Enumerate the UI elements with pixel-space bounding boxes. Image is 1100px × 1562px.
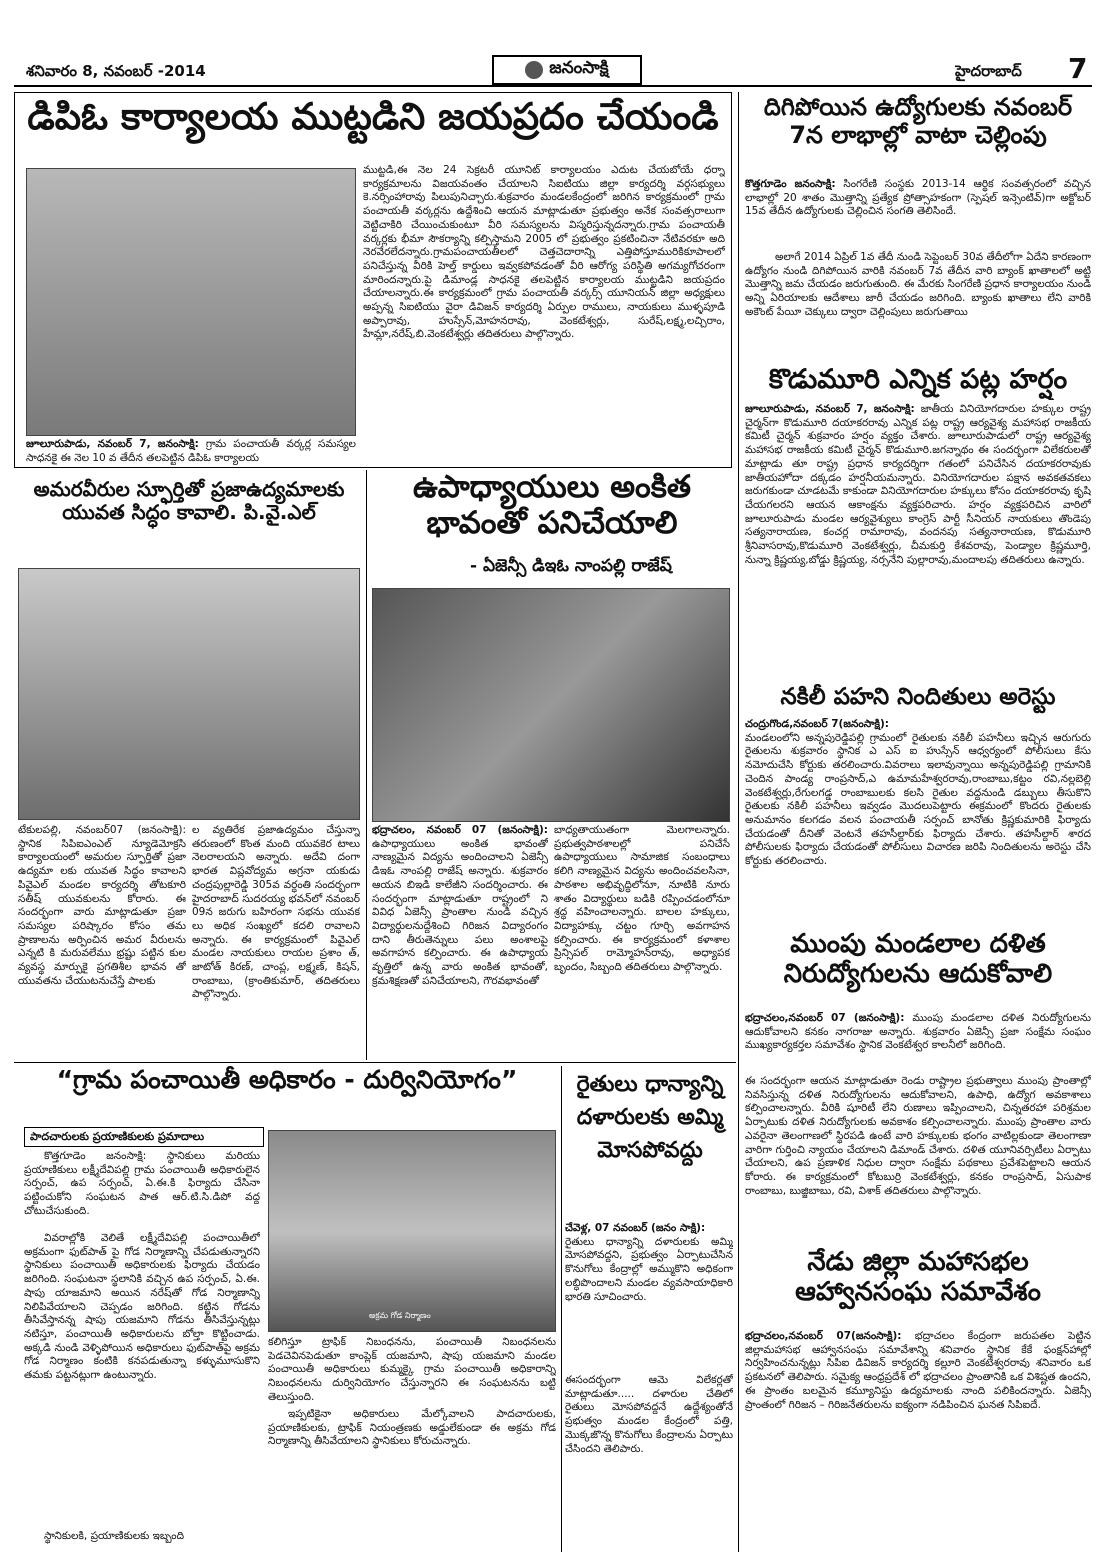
article-mahasabha-body — [745, 1330, 1091, 1442]
photo-caption: అక్రమ గోడ నిర్మాణం — [369, 1311, 431, 1320]
article-farmers-title: రైతులు ధాన్యాన్ని దళారులకు అమ్మి మోసపోవద్దు — [576, 1072, 724, 1163]
masthead-date: శనివారం 8, నవంబర్ -2014 — [26, 62, 206, 80]
article-teachers-subtitle: - ఏజెన్సీ డిఇఓ నాంపల్లి రాజేష్ — [470, 556, 672, 576]
article-dpo-title: డిపిఓ కార్యాలయ ముట్టడిని జయప్రదం చేయండి — [27, 96, 719, 138]
caption-text: గ్రామ పంచాయతీ వర్కర్ల సమస్యల సాధనకై ఈ నెల 10 వ తేదీన తలపెట్టిన డిపిఓ కార్యాలయ — [26, 438, 356, 464]
article-farmers-body1 — [565, 1222, 733, 1370]
article-munpu-body1 — [745, 1012, 1091, 1072]
farmers-dateline: చేవెళ్ల, 07 నవంబర్ (జనం సాక్షి): — [565, 1222, 706, 1234]
article-panchayat-body-left3: స్థానికులకి, ప్రయాణికులకు ఇబ్బంది — [44, 1530, 185, 1542]
masthead-logo — [492, 55, 642, 85]
article-singareni-title: దిగిపోయిన ఉద్యోగులకు నవంబర్ 7న లాభాల్లో వాటా చెల్లింపు — [763, 94, 1073, 149]
article-pahani-body — [745, 718, 1091, 928]
article-panchayat-kicker: పాదచారులకు ప్రయాణికులకు ప్రమాదాలు — [24, 1127, 264, 1147]
article-panchayat-title: “గ్రామ పంచాయితీ అధికారం - దుర్వినియోగం” — [56, 1066, 518, 1094]
article-teachers-body-left — [372, 824, 548, 1058]
article-pyl-body-left: టేకులపల్లి, నవంబర్07 (జనంసాక్షి): స్థానిక సిపిఐఎంఎల్ న్యూడెమోక్రసి కార్యాలయంలో అమరుల స్ఫూర్తితో ప్రజా ఉద్యమా లకు యువత సిద్ధం కావాలని పివైఎల్ మండల కార్యదర్శి తోటకూరి సతీష్ యువకులను కోరారు. ఈ సందర్భంగా వారు మాట్లాడుతూ ప్రజా సమస్యల పరిష్కారం కోసం తమ ప్రాణాలను అర్పించిన అమర వీరులను ఎన్నటి కి మరువలేము భ్రష్టు పట్టిన కుల వ్యవస్థ మార్పుకై ప్రగతిశీల భావన తో యువతను చేయుటనుచేస్తే పాలకు — [18, 824, 186, 987]
article-panchayat-body-left2: వివరాల్లోకి వెలితే లక్ష్మీదేవిపల్లి పంచాయితీలో అక్రమంగా ఫుట్‌పాత్ పై గోడ నిర్మాణాన్ని చేపడుతున్నారని స్థానికులు పంచాయితీ అధికారులకు ఫిర్యాదు చేయడం జరిగింది. సంఘటనా స్థలానికి వచ్చిన ఉప సర్పంచ్, ఏ.ఈ. షాపు యాజమాని అయిన నరేష్‌తో గోడ నిర్మాణాన్ని నిలిపివేయాలని చెప్పడం జరిగింది. కట్టిన గోడను తీసివేస్తానన్న షాపు యజమాని గోడను తీసివేస్తున్నట్లు నటిస్తూ, పంచాయితీ అధికారులను బోల్తా కొట్టించాడు. అక్కడి నుండి వెళ్ళిపోయిన అధికారులు ఫుట్‌పాత్‌పై అక్రమ గోడ నిర్మాణం కంటికి కనపడుతున్నా కళ్ళుమూసుకొని తమకు పట్టనట్లుగా ఉంటున్నారు. — [24, 1232, 260, 1382]
logo-text: జనంసాక్షి — [549, 58, 609, 78]
article-pahani-title: నకిలీ పహని నిందితులు అరెస్టు — [780, 684, 1056, 710]
teachers-text-left: ఉపాధ్యాయులు అంకిత భావంతో నాణ్యమైన విద్యను అందించాలని ఏజెన్సీ డిఇఓ నాంపల్లి రాజేష్ అన్నారు. శుక్రవారం ఆయన బిఇడి కాలేజీని సందర్శించారు. ఈ సందర్భంగా మాట్లాడుతూ రాష్ట్రంలో ని వివిధ ఏజెన్సీ ప్రాంతాల నుండి వచ్చిన విద్యార్థులనుద్దేశించి గిరిజన విద్యారంగం దాని తీరుతెన్నులు పలు అంశాలపై అవగాహన కల్పించారు. ఈ ఉపాధ్యాయ వృత్తిలో ఉన్న వారు అంకిత భావంతో, క్రమశిక్షణతో పనిచేయాలని, గౌరవభావంతో — [372, 837, 548, 987]
mahasabha-text: భద్రాచలం కేంద్రంగా జరుపతల పెట్టిన జిల్లామహాసభ ఆహ్వానసంఘ సమావేశాన్ని శనివారం స్థానిక కేకే ఫంక్షన్‌హాల్లో నిర్వహించనున్నట్లు సిపిఐ డివిజన్ కార్యదర్శి కల్లూరి వెంకటేశ్వరరావు శనివారం ఒక ప్రకటనలో తెలిపారు. సమైక్య ఆంధ్రప్రదేశ్ లో భద్రాచలం ప్రాంతానికి ఒక విశిష్టత ఉందని, ఈ ప్రాంతం బలమైన కమ్యూనిస్టు ఉద్యమాలకు నాంది పలికిందన్నారు. ఏజెన్సీ ప్రాంతంలో గిరిజన – గిరిజనేతరులను ఐక్యంగా నడిపించిన ఘనత సిపిఐదే. — [745, 1330, 1091, 1411]
article-pyl-photo — [18, 568, 360, 820]
article-munpu-title: ముంపు మండలాల దళిత నిరుద్యోగులను ఆదుకోవాలి — [783, 930, 1053, 989]
teachers-dateline: భద్రాచలం, నవంబర్ 07 (జనంసాక్షి): — [372, 824, 548, 836]
logo-emblem-icon — [525, 61, 543, 79]
pahani-dateline: చంద్రుగొండ,నవంబర్ 7(జనంసాక్షి): — [745, 718, 889, 730]
article-pyl-body-right: ల వ్యతిరేక ప్రజాఉద్యమం చేస్తున్నా తరుణంలో కొంత మంది యువకెర టాలు నెలరాలయని అన్నారు. అదేవి దంగా భారత విప్లవోద్యమ అగ్రనా యకుడు చంద్రపుల్లారెడ్డి 305వ వర్ధంతి సందర్భంగా హైదరాబాద్ సుదరయ్య భవన్‌లో నవంబర్ 09న జరుగు బహిరంగా సభను యువక లు అధిక సంఖ్యలో కదలి రావాలని అన్నారు. ఈ కార్యక్రమంలో పివైఎల్ మండల నాయకులు రాయల ప్రశాం త్, జాటోత్ కిరణ్, చాంప్ల, లక్ష్మణ్, కిషన్, రాంబాబు, (క్రాంతికుమార్, తదితరులు పాల్గొన్నారు. — [192, 824, 360, 1001]
masthead-city: హైదరాబాద్ — [955, 62, 1022, 80]
munpu-text1: ముంపు మండలాల దళిత నిరుద్యోగులను ఆదుకోవాలని కనకం నాగరాజు అన్నారు. శుక్రవారం ఏజెన్సీ ప్రజా సంక్షేమ సంఘం ముఖ్యకార్యకర్తల సమావేశం స్థానిక వెంకటేశ్వర కాలనీలో జరిగింది. — [745, 1012, 1091, 1052]
article-dpo-body: ముట్టడి,ఈ నెల 24 సెక్రటరీ యూనిట్ కార్యాలయం ఎదుట చేయబోయే ధర్నా కార్యక్రమాలను విజయవంతం చేయాలని సిఐటియు జిల్లా కార్యదర్శి వర్గసభ్యులు కె.నర్సింహారావు పిలుపునిచ్చారు.శుక్రవారం మండలకేంద్రంలో జరిగిన కార్యక్రమంలో గ్రామ పంచాయతీ వర్కర్లను ఉద్దేశించి ఆయన మాట్లాడుతూ ప్రభుత్వం అనేక సంవత్సరాలుగా వెట్టిచాకిరి చేయించుకుంటూ వీరి సమస్యలను విస్మరిస్తున్నదన్నారు.గ్రామ పంచాయతీ వర్కర్లకు భీమా సౌకర్యాన్ని కల్పిస్తామని 2005 లో ప్రభుత్వం ప్రకటించినా నేటివరకూ అది నెరవేరలేదన్నారు.గ్రామపంచాయతీలలో చెత్తచెదారాన్ని ఎత్తిపోస్తూమురికికూపాలలో పనిచేస్తున్న వీరికి హెల్త్ కార్డులు ఇవ్వకపోవడంతో వీరి ఆరోగ్య పరిస్థితి అగమ్యగోచరంగా మారిందన్నారు.పై డిమాండ్ల సాధనకై తలపెట్టిన కార్యాలయ ముట్టడిని జయప్రదం చేయాలన్నారు.ఈ కార్యక్రమంలో గ్రామ పంచాయతీ వర్కర్స్ యూనియన్ జిల్లా అధ్యక్షులు అప్పన్న సిఐటియు వైరా డివిజన్ కార్యదర్శి ఏర్పుల రాములు, నాయకులు ముళ్ళపూడి అప్పారావు, హుస్సేన్,మోహనరావు, వెంకటేశ్వర్లు, సురేష్,లక్ష్మ,లచ్చిరాం, హేమ్లా,నరేష్,బి.వెంకటేశ్వర్లు తదితరులు పాల్గొన్నారు. — [363, 164, 725, 341]
column-rule — [14, 1062, 736, 1063]
column-rule — [738, 92, 739, 1552]
kodumuri-dateline: జూలూరుపాడు, నవంబర్ 7, జనంసాక్షి: — [745, 403, 915, 415]
article-dpo-caption — [26, 438, 356, 466]
article-teachers-title: ఉపాధ్యాయులు అంకిత భావంతో పనిచేయాలి — [412, 470, 692, 541]
pahani-text: మండలంలోని అన్నపురెడ్డిపల్లి గ్రామంలో రైతులకు నకిలీ పహనీలు ఇచ్చిన ఆరుగురు రైతులను శుక్రవారం స్థానిక ఎ ఎస్ ఐ హుస్సేన్ ఆధ్వర్యంలో పోలీసులు కేసు నమోదుచేసి కోర్టుకు తరలించారు.వివరాలు ఇలావున్నాయి అన్నపురెడ్డిపల్లి గ్రామానికి చెందిన పాండ్య రాంప్రసాద్,ఎ ఉమామహేశ్వరరావు,రాంబాబు,కట్టం రవి,నల్లబెల్లి వెంకటేశ్వర్లు,రేగులగడ్డ రాంబాబులకు కలసి రైతుల వద్దనుండి డబ్బులు తీసుకొని రైతులకు నకిలీ పహనీలు ఇవ్వడం మొదలుపెట్టారు ఈక్రమంలో కొందరు రైతులకు అనుమానం కలగడం వలన పంచాయతీ సర్పంచ్ బానోతు క్రిష్ణకుమారికి ఫిర్యాదు చేయడంతో దీనితో వెంటనే తహసీల్దార్‌కు ఫిర్యాదు చేశారు. తహసీల్దార్ శారద పోలీసులకు ఫిర్యాదు చేయడంతో పోలీసులు విచారణ జరిపి నిందితులను అరెస్టు చేసి కోర్టుకు తరలించారు. — [745, 731, 1091, 868]
article-panchayat-photo — [268, 1130, 556, 1332]
caption-dateline: జూలూరుపాడు, నవంబర్ 7, జనంసాక్షి: — [26, 438, 199, 450]
article-singareni-body2: అలాగే 2014 ఏప్రిల్ 1వ తేదీ నుండి సెప్టెంబర్ 30వ తేదీలోగా ఏదేని కారణంగా ఉద్యోగం నుండి దిగిపోయిన వారికి నవంబర్ 7వ తేదీన వారి బ్యాంక్ ఖాతాలలో అట్టి మొత్తాన్ని జమ చేయడం జరుగుతుంది. ఈ మేరకు సింగరేణి ప్రధాన కార్యాలయం నుండి అన్ని ఏరియాలకు ఆదేశాలు జారీ చేయడం జరిగింది. బ్యాంకు ఖాతాలు లేని వారికి అకౌంట్ పేయీ చెక్కులు ద్వారా చెల్లింపులు జరుగుతాయి — [745, 251, 1091, 318]
mahasabha-dateline: భద్రాచలం,నవంబర్ 07(జనంసాక్షి): — [745, 1330, 902, 1342]
article-mahasabha-title: నేడు జిల్లా మహాసభల ఆహ్వానసంఘ సమావేశం — [795, 1248, 1041, 1307]
munpu-dateline: భద్రాచలం,నవంబర్ 07 (జనంసాక్షి): — [745, 1012, 905, 1024]
article-pyl-title: అమరవీరుల స్ఫూర్తితో ప్రజాఉద్యమాలకు యువత సిద్ధం కావాలి. పి.వై.ఎల్ — [33, 478, 345, 524]
page-number: 7 — [1068, 52, 1088, 85]
article-farmers-body2: ఈసందర్భంగా ఆమె విలేకర్లతో మాట్లాడుతూ..... దళారుల చేతిలో రైతులు మోసపోవద్దనే ఉద్దేశ్యంతోనే ప్రభుత్వం మండల కేంద్రంలో పత్తి, మొక్కజొన్న కొనుగోలు కేంద్రాలను ఏర్పాటు చేసిందని తెలిపారు. — [565, 1374, 733, 1455]
article-teachers-photo — [372, 588, 730, 822]
article-panchayat-body-right2: ఇప్పటికైనా అధికారులు మేల్కోవాలని పాదచారులకు, ప్రయాణికులకు, ట్రాఫిక్ నియంత్రణకు అడ్డులేకుండా ఈ అక్రమ గోడ నిర్మాణాన్ని తీసివేయాలని స్థానికులు కోరుచున్నారు. — [268, 1408, 556, 1448]
article-panchayat-body-right1: కలిగిస్తూ ట్రాఫిక్ నిబంధనను, పంచాయితీ నిబంధనలను పెడచెవినపెడుతూ కాంప్లెక్ యజమాని, షాపు యజమాని మండల పంచాయితీ అధికారులు కుమ్మక్కై గ్రామ పంచాయితీ అధికారాన్ని నిబంధనలను దుర్వినియోగం చేస్తున్నారని ఈ సంఘటనను బట్టి తెలుస్తుంది. — [268, 1336, 556, 1403]
column-rule — [366, 470, 367, 1060]
article-munpu-body2: ఈ సందర్భంగా ఆయన మాట్లాడుతూ రెండు రాష్ట్రాల ప్రభుత్వాలు ముంపు ప్రాంతాల్లో నివసిస్తున్న దళిత నిరుద్యోగులను ఆదుకోవాలని, ఉపాధి, ఉద్యోగ అవకాశాలు కల్పించాలన్నారు. వీరికి షూరిటీ లేని రుణాలు ఇప్పించాలని, చిన్నతరహా పరిశ్రమల ఏర్పాటుకు దళిత నిరుద్యోగులకు అవకాశం కల్పించాలన్నారు. ముంపు ప్రాంతాల వారు ఎవరైనా తెలంగాణలో స్థిరపడి ఉంటే వారి హక్కులకు భంగం వాటిల్లకుండా తెలంగాణా వారిగా గుర్తించి న్యాయం చేయాలని డిమాండ్ చేశారు. దళిత యూనివర్సిటీలు ఏర్పాటు చేయాలని, ఉప ప్రణాళిక నిధుల ద్వారా సంక్షేమ పథకాలు ప్రవేశపెట్టాలని ఆయన కోరారు. ఈ కార్యక్రమంలో కోటబుర్రి వెంకటేశ్వర్లు, కనకం రాంప్రసాద్, ఏసుపాక రాంబాబు, బుజ్జిబాబు, రవి, విశాక్ తదితరులు పాల్గొన్నారు. — [745, 1075, 1091, 1197]
kodumuri-text: జాతీయ వినియోగదారుల హక్కుల రాష్ట్ర చైర్మన్‌గా కొడుమూరి దయాకరరావు ఎన్నిక పట్ల రాష్ట్ర ఆర్యవైశ్య మహాసభ రాజకీయ కమిటీ చైర్మన్ శుక్రవారం హర్షం వ్యక్తం చేశారు. జూలూరుపాడులో రాష్ట్ర ఆర్యవైశ్య మహాసభ రాజకీయ కమిటీ చైర్మన్ కొడుమూరి.జగన్నాథం ఈ సందర్భంగా విలేకరులతో మాట్లాడు తూ రాష్ట్ర ప్రధాన కార్యదర్శిగా గతంలో పనిచేసిన దయాకరరావుకు జాతీయహోదా దక్కడం హర్షనీయమన్నారు. వినియోగదారుల పక్షాన అవకతవకలు జరుగకుండా చూడటమే కాకుండా వినియోగదారుల హక్కులు కోసం దయాకరరావు కృషి చేయగలరని ఆయన ఆకాంక్షను వ్యక్తపరిచారు. హర్షం వ్యక్తపరిచిన వారిలో జూలూరుపాడు మండల ఆర్యవైశ్యులు కాంగ్రెస్ పార్టీ సీనియర్ నాయకులు తొండెపు సత్యనారాయణ, కంచర్ల రామారావు, వందనపు సత్యనారాయణ, కొడుమూరి శ్రీనివాసరావు,కొడుమూరి వెంకటేశ్వర్లు, చీమకుర్తి కేశవరావు, పెండ్యాల క్రిష్ణమూర్తి, నున్నా క్రిష్ణయ్య,బోడ్డు క్రిష్ణయ్య, నర్సనేని పుల్లారావు,మందాలపు తదితరులు ఉన్నారు. — [745, 403, 1091, 566]
article-dpo-photo — [26, 168, 356, 436]
article-panchayat-body-left1: కొత్తగూడెం జనంసాక్షి: స్థానికులు మరియు ప్రయాణికులు లక్ష్మీదేవిపల్లి గ్రామ పంచాయితీ అధికారులైన సర్పంచ్, ఉప సర్పంచ్, ఏ.ఈ.కి ఫిర్యాదు చేసినా పట్టించుకోని సంఘటన పాత ఆర్.టి.సి.డిపో వద్ద చోటుచేసుకుంది. — [24, 1150, 260, 1217]
singareni-text1: సింగరేణి సంస్థకు 2013-14 ఆర్థిక సంవత్సరంలో వచ్చిన లాభాల్లో 20 శాతం మొత్తాన్ని ప్రత్యేక ప్రోత్సాహకంగా (స్పెషల్ ఇన్సెంటివ్)గా అక్టోబర్ 15వ తేదీన ఉద్యోగులకు చెల్లించిన సంగతి తెలిసిందే. — [745, 178, 1091, 218]
farmers-text1: రైతులు ధాన్యాన్ని దళారులకు అమ్మి మోసపోవద్దని, ప్రభుత్వం ఏర్పాటుచేసిన కొనుగోలు కేంద్రాల్లో అమ్ముకొని అధికంగా లబ్ధిపొందాలని మండల వ్యవసాయాధికారి భారతి సూచించారు. — [565, 1235, 733, 1303]
singareni-dateline: కొత్తగూడెం జనంసాక్షి: — [745, 178, 836, 190]
column-rule — [561, 1066, 562, 1552]
article-teachers-body-right: బాధ్యతాయుతంగా మెలగాలన్నారు. ప్రభుత్వపాఠశాలల్లో పనిచేసే ఉపాధ్యాయులు సామాజిక సంబంధాలు కలిగి నాణ్యమైన విద్యను అందించవలసినా, పాఠశాల అభివృద్ధిలోనూ, నూటికి నూరు శాతం విద్యార్థులు బడికి రప్పించడంలోనూ శ్రద్ధ వహించాలన్నారు. బాలల హక్కులు, విద్యాహక్కు చట్టం గూర్చి అవగాహన కల్పించారు. ఈ కార్యక్రమంలో కళాశాల ప్రిన్సిపల్ రామ్మోహన్‌రావు, అధ్యాపక బృందం, సిబ్బంది తదితరులు పాల్గొన్నారు. — [554, 824, 730, 974]
article-kodumuri-body — [745, 403, 1091, 681]
article-singareni-body1 — [745, 178, 1091, 248]
article-kodumuri-title: కొడుమూరి ఎన్నిక పట్ల హర్షం — [768, 364, 1068, 395]
